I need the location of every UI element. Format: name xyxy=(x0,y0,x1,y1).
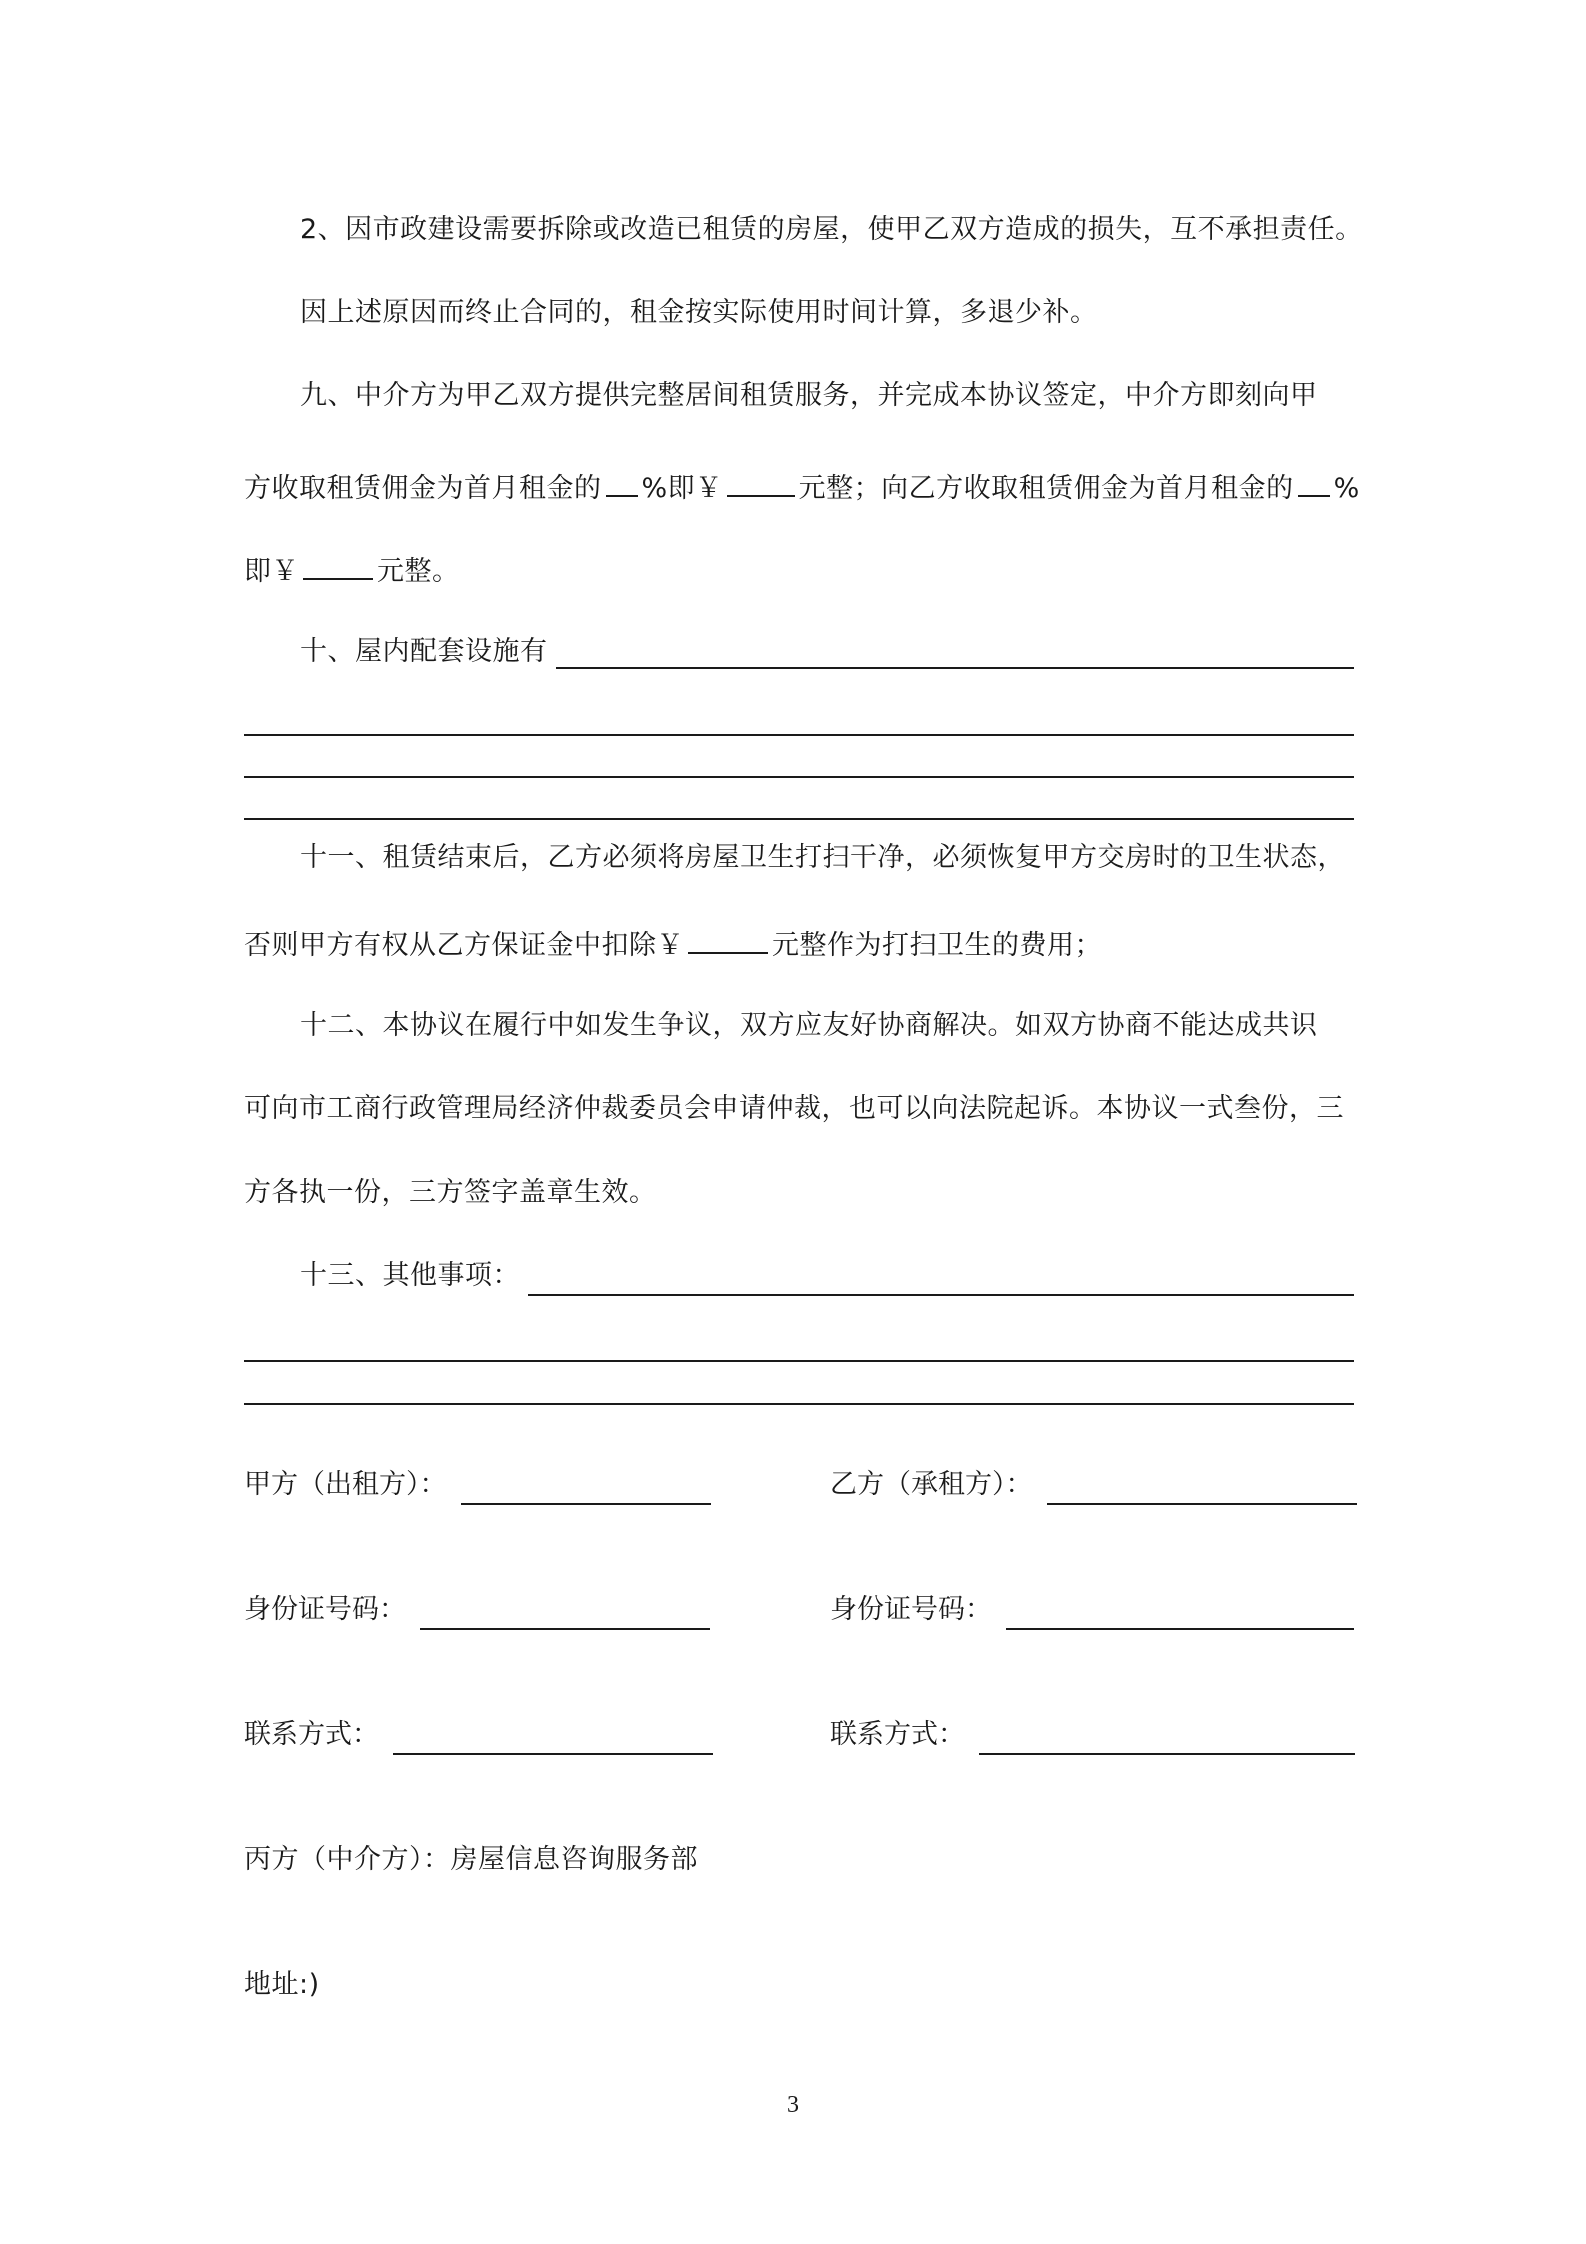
clause-10-label: 十、屋内配套设施有 xyxy=(300,636,548,667)
clause-12-line2: 可向市工商行政管理局经济仲裁委员会申请仲裁，也可以向法院起诉。本协议一式叁份，三 xyxy=(244,1093,1344,1124)
party-b-signature-blank[interactable] xyxy=(1047,1471,1357,1505)
address-line: 地址:) xyxy=(244,1969,320,2000)
party-b-id-row xyxy=(830,1590,1354,1630)
clause-9-text-d: % xyxy=(1333,473,1360,504)
other-matters-blank-1[interactable] xyxy=(528,1294,1354,1296)
clause-9-text-c: 元整；向乙方收取租赁佣金为首月租金的 xyxy=(798,473,1294,504)
clause-9-line3 xyxy=(244,548,1354,592)
cleaning-fee-blank[interactable] xyxy=(688,922,768,954)
clause-12-line3: 方各执一份，三方签字盖章生效。 xyxy=(244,1177,657,1208)
party-a-contact-blank[interactable] xyxy=(393,1721,713,1755)
party-a-label: 甲方（出租方）： xyxy=(244,1469,447,1500)
clause-13-label: 十三、其他事项： xyxy=(300,1260,520,1291)
clause-10 xyxy=(300,632,1354,672)
party-a-contact-label: 联系方式： xyxy=(244,1719,379,1750)
clause-9-text-e: 即￥ xyxy=(244,556,299,587)
clause-9-text-a: 方收取租赁佣金为首月租金的 xyxy=(244,473,602,504)
party-b-id-label: 身份证号码： xyxy=(830,1594,992,1625)
party-b-id-blank[interactable] xyxy=(1006,1596,1354,1630)
party-a-id-blank[interactable] xyxy=(420,1596,710,1630)
party-a-row xyxy=(244,1465,711,1505)
commission-rate-b-blank[interactable] xyxy=(1298,465,1330,497)
clause-11-text-b: 元整作为打扫卫生的费用； xyxy=(772,930,1102,961)
facilities-blank-3[interactable] xyxy=(244,776,1354,778)
other-matters-blank-2[interactable] xyxy=(244,1360,1354,1362)
facilities-blank-1[interactable] xyxy=(556,667,1354,669)
clause-8-2: 2、因市政建设需要拆除或改造已租赁的房屋，使甲乙双方造成的损失，互不承担责任。 xyxy=(300,214,1363,245)
facilities-blank-4[interactable] xyxy=(244,818,1354,820)
commission-amount-b-blank[interactable] xyxy=(303,548,373,580)
clause-11-line1: 十一、租赁结束后，乙方必须将房屋卫生打扫干净，必须恢复甲方交房时的卫生状态， xyxy=(300,842,1345,873)
facilities-blank-2[interactable] xyxy=(244,734,1354,736)
commission-rate-a-blank[interactable] xyxy=(606,465,638,497)
party-b-contact-label: 联系方式： xyxy=(830,1719,965,1750)
commission-amount-a-blank[interactable] xyxy=(727,465,795,497)
party-b-row xyxy=(830,1465,1357,1505)
page-number: 3 xyxy=(787,2092,799,2118)
clause-9-text-b: %即￥ xyxy=(641,473,723,504)
clause-8-3: 因上述原因而终止合同的，租金按实际使用时间计算，多退少补。 xyxy=(300,297,1098,328)
party-a-contact-row xyxy=(244,1715,713,1755)
party-b-contact-blank[interactable] xyxy=(979,1721,1355,1755)
clause-13 xyxy=(300,1256,1354,1296)
clause-9-text-f: 元整。 xyxy=(377,556,460,587)
party-c-line: 丙方（中介方）：房屋信息咨询服务部 xyxy=(244,1844,698,1875)
party-a-signature-blank[interactable] xyxy=(461,1471,711,1505)
party-b-label: 乙方（承租方）： xyxy=(830,1469,1033,1500)
clause-9-line1: 九、中介方为甲乙双方提供完整居间租赁服务，并完成本协议签定，中介方即刻向甲 xyxy=(300,380,1318,411)
clause-11-text-a: 否则甲方有权从乙方保证金中扣除￥ xyxy=(244,930,684,961)
clause-11-line2 xyxy=(244,922,1354,966)
clause-12-line1: 十二、本协议在履行中如发生争议，双方应友好协商解决。如双方协商不能达成共识 xyxy=(300,1010,1318,1041)
party-b-contact-row xyxy=(830,1715,1355,1755)
other-matters-blank-3[interactable] xyxy=(244,1403,1354,1405)
party-a-id-row xyxy=(244,1590,710,1630)
clause-9-line2 xyxy=(244,465,1360,509)
party-a-id-label: 身份证号码： xyxy=(244,1594,406,1625)
